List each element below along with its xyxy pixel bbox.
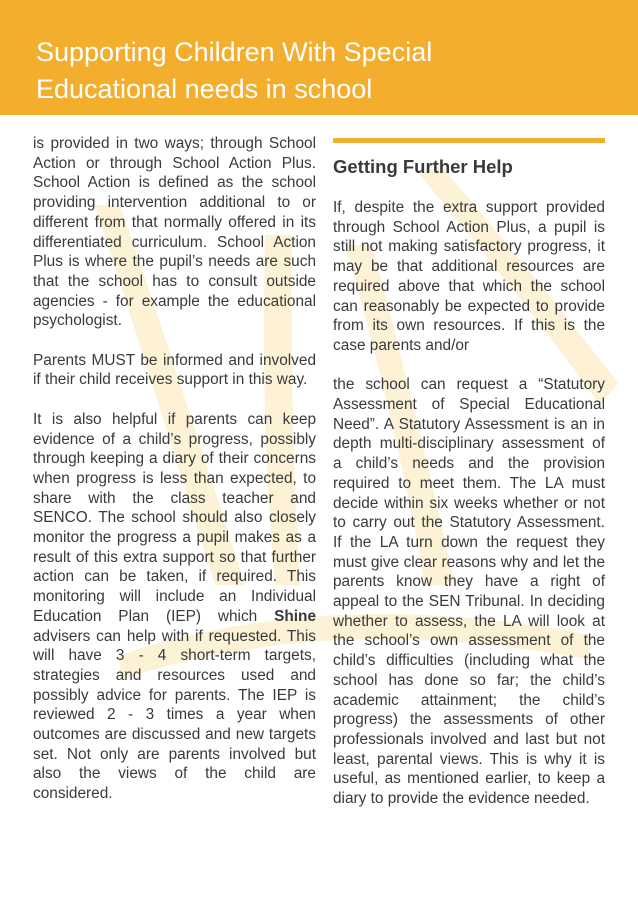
page-title bbox=[36, 34, 626, 108]
right-column bbox=[333, 134, 605, 809]
left-paragraph-2: Parents MUST be informed and involved if their child receives support in this way. bbox=[33, 351, 316, 389]
title-line-2: Educational needs in school bbox=[36, 74, 373, 104]
right-paragraph-1: If, despite the extra support provided through School Action Plus, a pupil is still not making satisfactory progress, it may be that additional resources are required above that which the school can reasonably be expected to provide from its own resources. If this is the case parents and/or bbox=[333, 199, 605, 354]
section-heading: Getting Further Help bbox=[333, 156, 513, 177]
left-paragraph-3-start: It is also helpful if parents can keep evidence of a child’s progress, possibly through keeping a diary of their concerns when progress is less than expected, to share with the class teacher and SENCO. The school should also closely monitor the progress a pupil makes as a result of this extra support so that further action can be taken, if required. This monitoring will include an Individual Education Plan (IEP) which bbox=[33, 410, 316, 625]
right-paragraph-2: the school can request a “Statutory Assessment of Special Educational Need”. A Statutory Assessment is an in depth multi-disciplinary assessment of a child’s needs and the provision required to meet them. The LA must decide within six weeks whether or not to carry out the Statutory Assessment. If the LA turn down the request they must give clear reasons why and let the parents know they have a right of appeal to the SEN Tribunal. In deciding whether to assess, the LA will look at the school’s own assessment of the child’s difficulties (including what the school has done so far; the child’s academic attainment; the child’s progress) the assessments of other professionals involved and last but not least, parental views. This is why it is useful, as mentioned earlier, to keep a diary to provide the evidence needed. bbox=[333, 376, 605, 808]
shine-brand-name: Shine bbox=[274, 607, 316, 625]
left-column bbox=[33, 134, 316, 804]
left-paragraph-1: is provided in two ways; through School Action or through School Action Plus. School Action is defined as the school providing intervention additional to or different from that normally offered in its differentiated curriculum. School Action Plus is where the pupil’s needs are such that the school has to consult outside agencies - for example the educational psychologist. bbox=[33, 135, 316, 330]
header-banner bbox=[0, 0, 638, 115]
title-line-1: Supporting Children With Special bbox=[36, 37, 433, 67]
section-rule bbox=[333, 138, 605, 143]
left-paragraph-3 bbox=[33, 410, 316, 804]
left-paragraph-3-end: advisers can help with if requested. This will have 3 - 4 short-term targets, strategies and resources used and possibly advice for parents. The IEP is reviewed 2 - 3 times a year when outcomes are discussed and new targets set. Not only are parents involved but also the views of the child are considered. bbox=[33, 627, 316, 803]
